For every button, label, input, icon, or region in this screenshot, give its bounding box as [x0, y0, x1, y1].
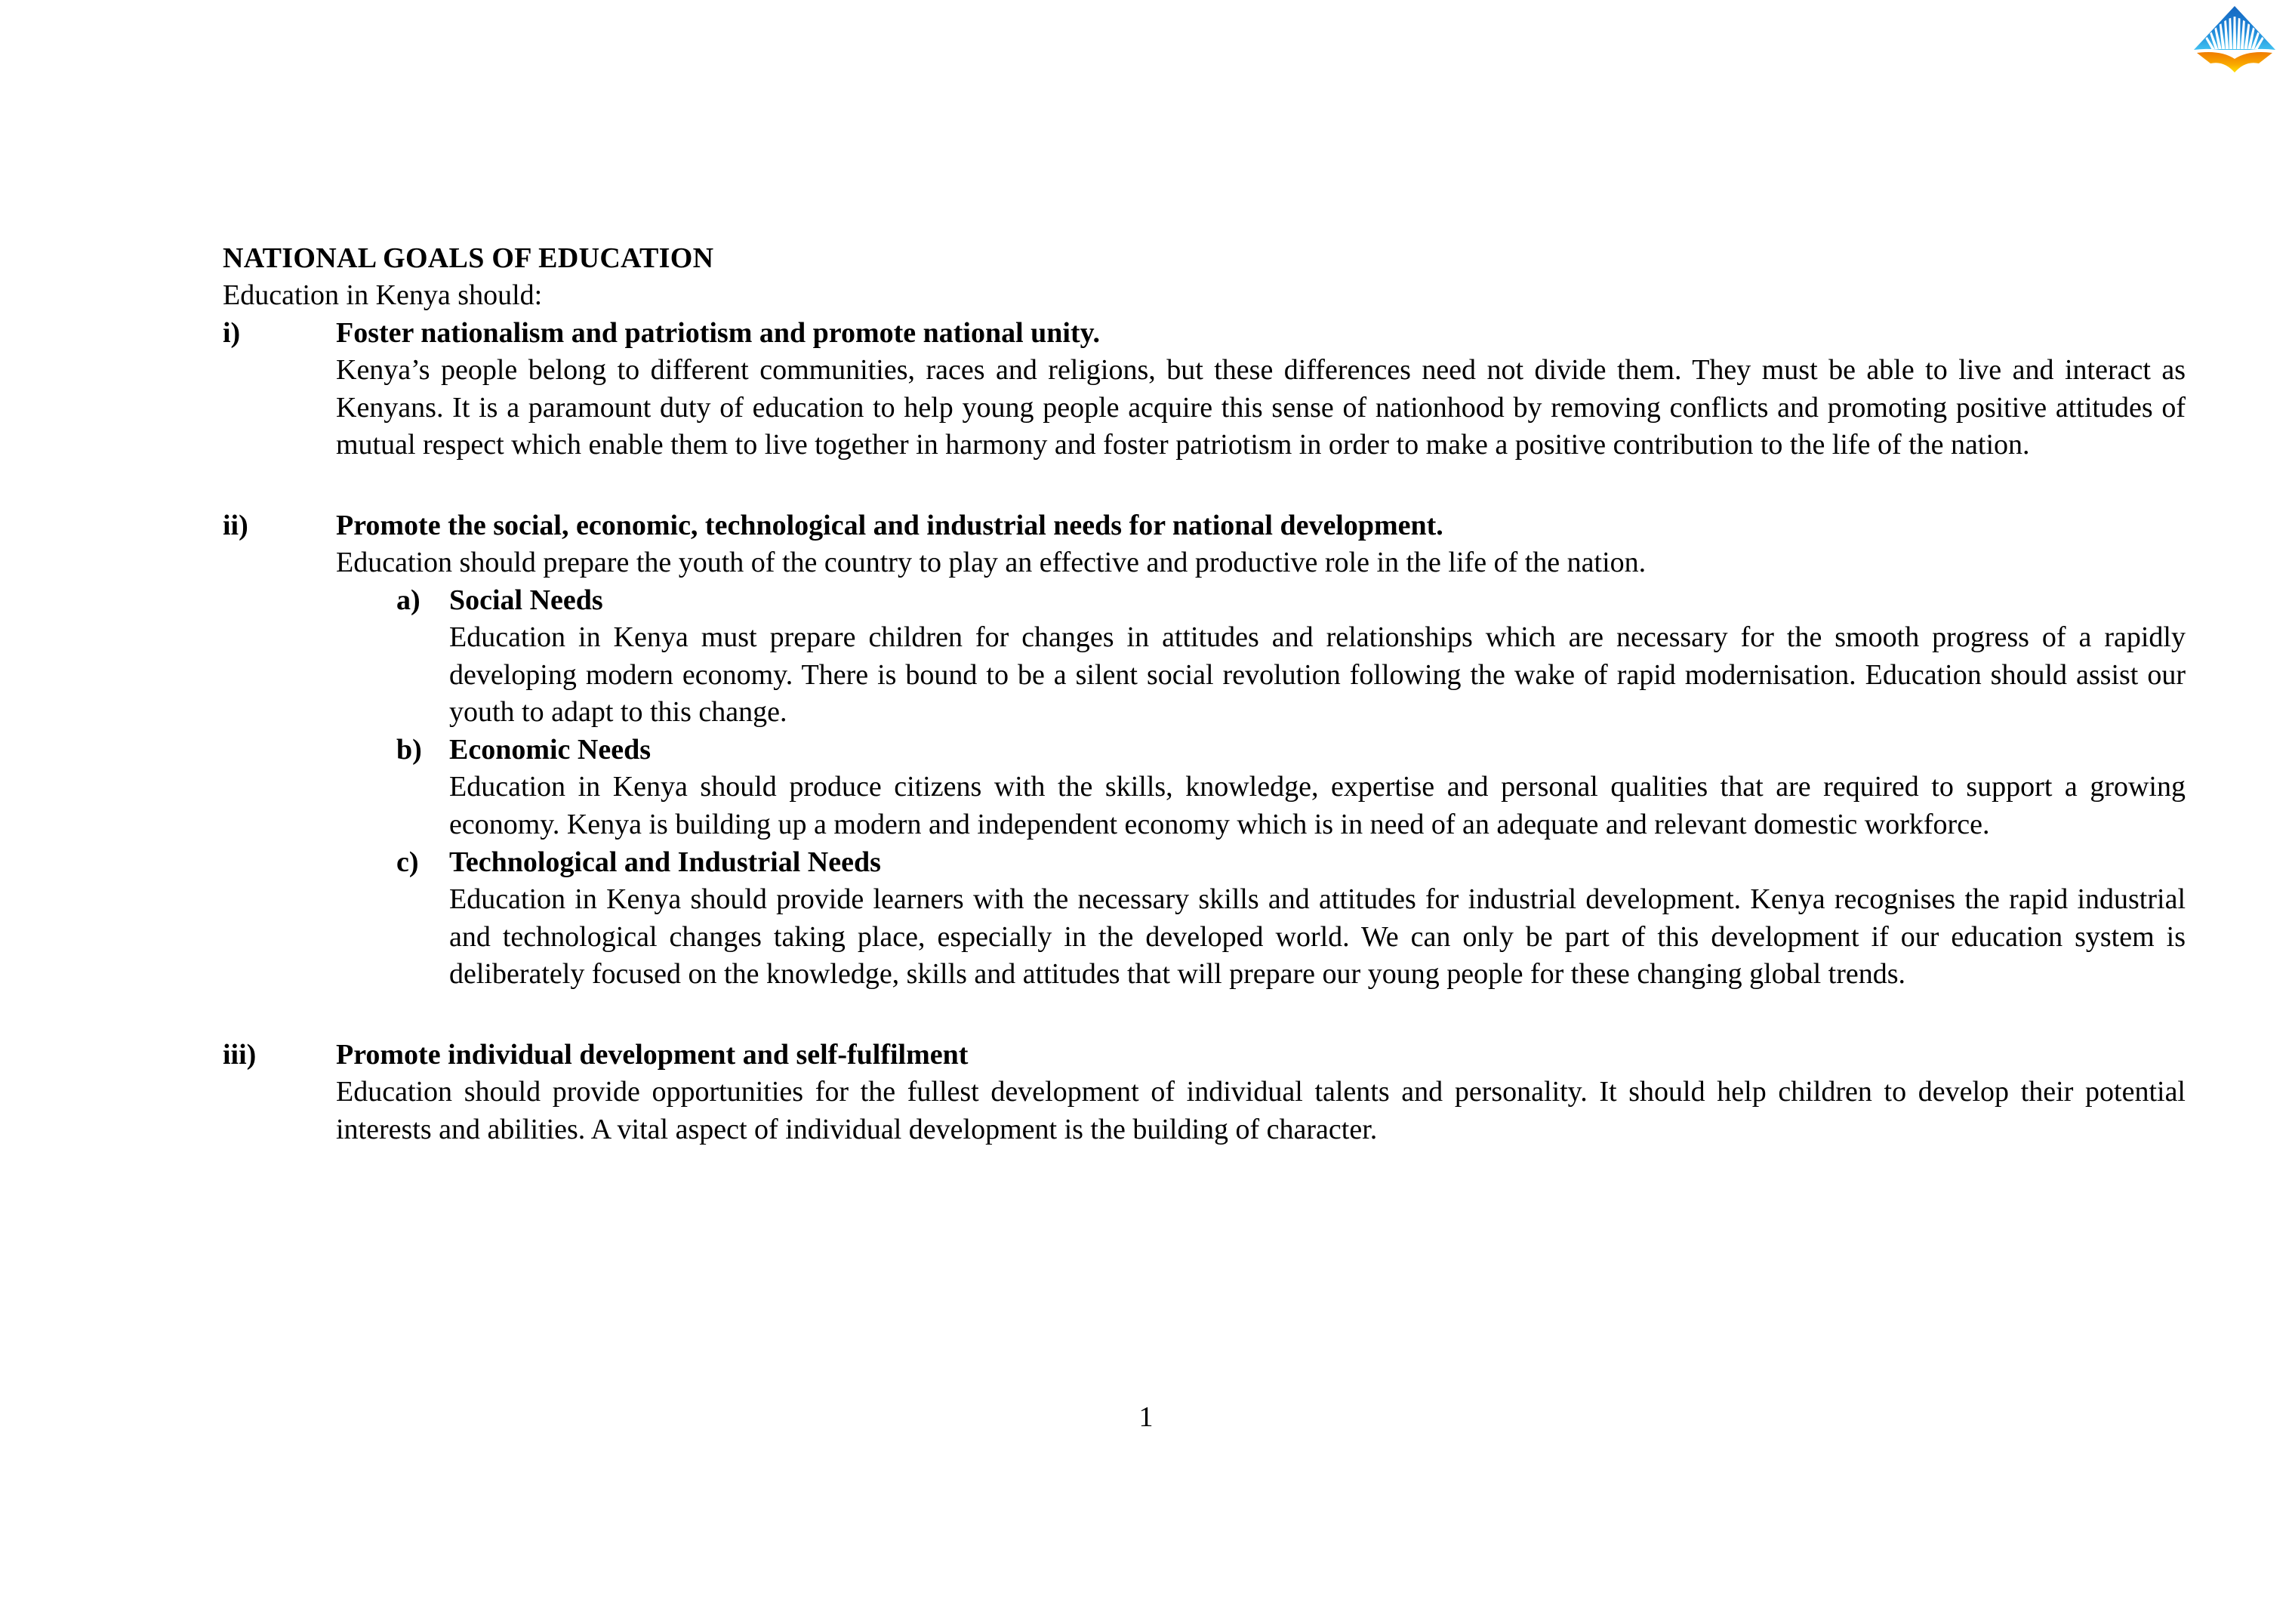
subgoal-body: Education in Kenya should provide learners with the necessary skills and attitudes for industrial development. Kenya recognises the rapid industrial and technological changes taking place, especially in the developed world. We can only be part of this development if our education system is deliberately focused on the knowledge, skills and attitudes that will prepare our young people for these changing global trends. — [449, 883, 2186, 991]
subgoal-heading — [396, 582, 2186, 619]
institution-logo — [2189, 3, 2280, 75]
goal-heading — [223, 1037, 2186, 1074]
goal-body: Education should provide opportunities for the fullest development of individual talents and personality. It should help children to develop their potential interests and abilities. A vital aspect of individual development is the building of character. — [336, 1076, 2186, 1145]
subgoal-marker: b) — [396, 734, 422, 766]
goal-heading — [223, 315, 2186, 352]
subgoal-marker: a) — [396, 584, 421, 616]
goal-title: Foster nationalism and patriotism and promote national unity. — [336, 316, 1101, 349]
subgoal-title: Economic Needs — [449, 734, 652, 766]
subgoal-heading — [396, 732, 2186, 769]
subgoal-marker: c) — [396, 846, 419, 878]
section-spacer — [223, 994, 2186, 1037]
goal-title: Promote individual development and self-fulfilment — [336, 1038, 969, 1071]
subgoal-item-c — [396, 844, 2186, 994]
subgoal-title: Social Needs — [449, 584, 603, 616]
goal-marker: i) — [223, 316, 241, 349]
page-number: 1 — [1138, 1401, 1154, 1433]
document-body — [223, 240, 2186, 1148]
goal-marker: ii) — [223, 509, 248, 541]
goal-body: Kenya’s people belong to different communities, races and religions, but these differences need not divide them. They must be able to live and interact as Kenyans. It is a paramount duty of education to help young people acquire this sense of nationhood by removing conflicts and promoting positive attitudes of mutual respect which enable them to live together in harmony and foster patriotism in order to make a positive contribution to the life of the nation. — [336, 354, 2186, 461]
goal-marker: iii) — [223, 1038, 257, 1071]
goal-heading — [223, 507, 2186, 544]
page-title: NATIONAL GOALS OF EDUCATION — [223, 242, 714, 274]
subgoal-heading — [396, 844, 2186, 881]
goal-item-ii — [223, 507, 2186, 994]
subgoal-body: Education in Kenya must prepare children for changes in attitudes and relationships which are necessary for the smooth progress of a rapidly developing modern economy. There is bound to be a silent social revolution following the wake of rapid modernisation. Education should assist our youth to adapt to this change. — [449, 621, 2186, 729]
goal-title: Promote the social, economic, technological and industrial needs for national development. — [336, 509, 1443, 541]
goal-body: Education should prepare the youth of the country to play an effective and productive role in the life of the nation. — [336, 547, 1647, 579]
section-spacer — [223, 464, 2186, 507]
lead-line: Education in Kenya should: — [223, 279, 543, 312]
subgoal-body: Education in Kenya should produce citizens with the skills, knowledge, expertise and personal qualities that are required to support a growing economy. Kenya is building up a modern and independent economy which is in need of an adequate and relevant domestic workforce. — [449, 771, 2186, 840]
goal-item-iii — [223, 1037, 2186, 1149]
goal-item-i — [223, 315, 2186, 464]
subgoal-title: Technological and Industrial Needs — [449, 846, 881, 878]
subgoal-item-a — [396, 582, 2186, 732]
subgoal-item-b — [396, 732, 2186, 844]
